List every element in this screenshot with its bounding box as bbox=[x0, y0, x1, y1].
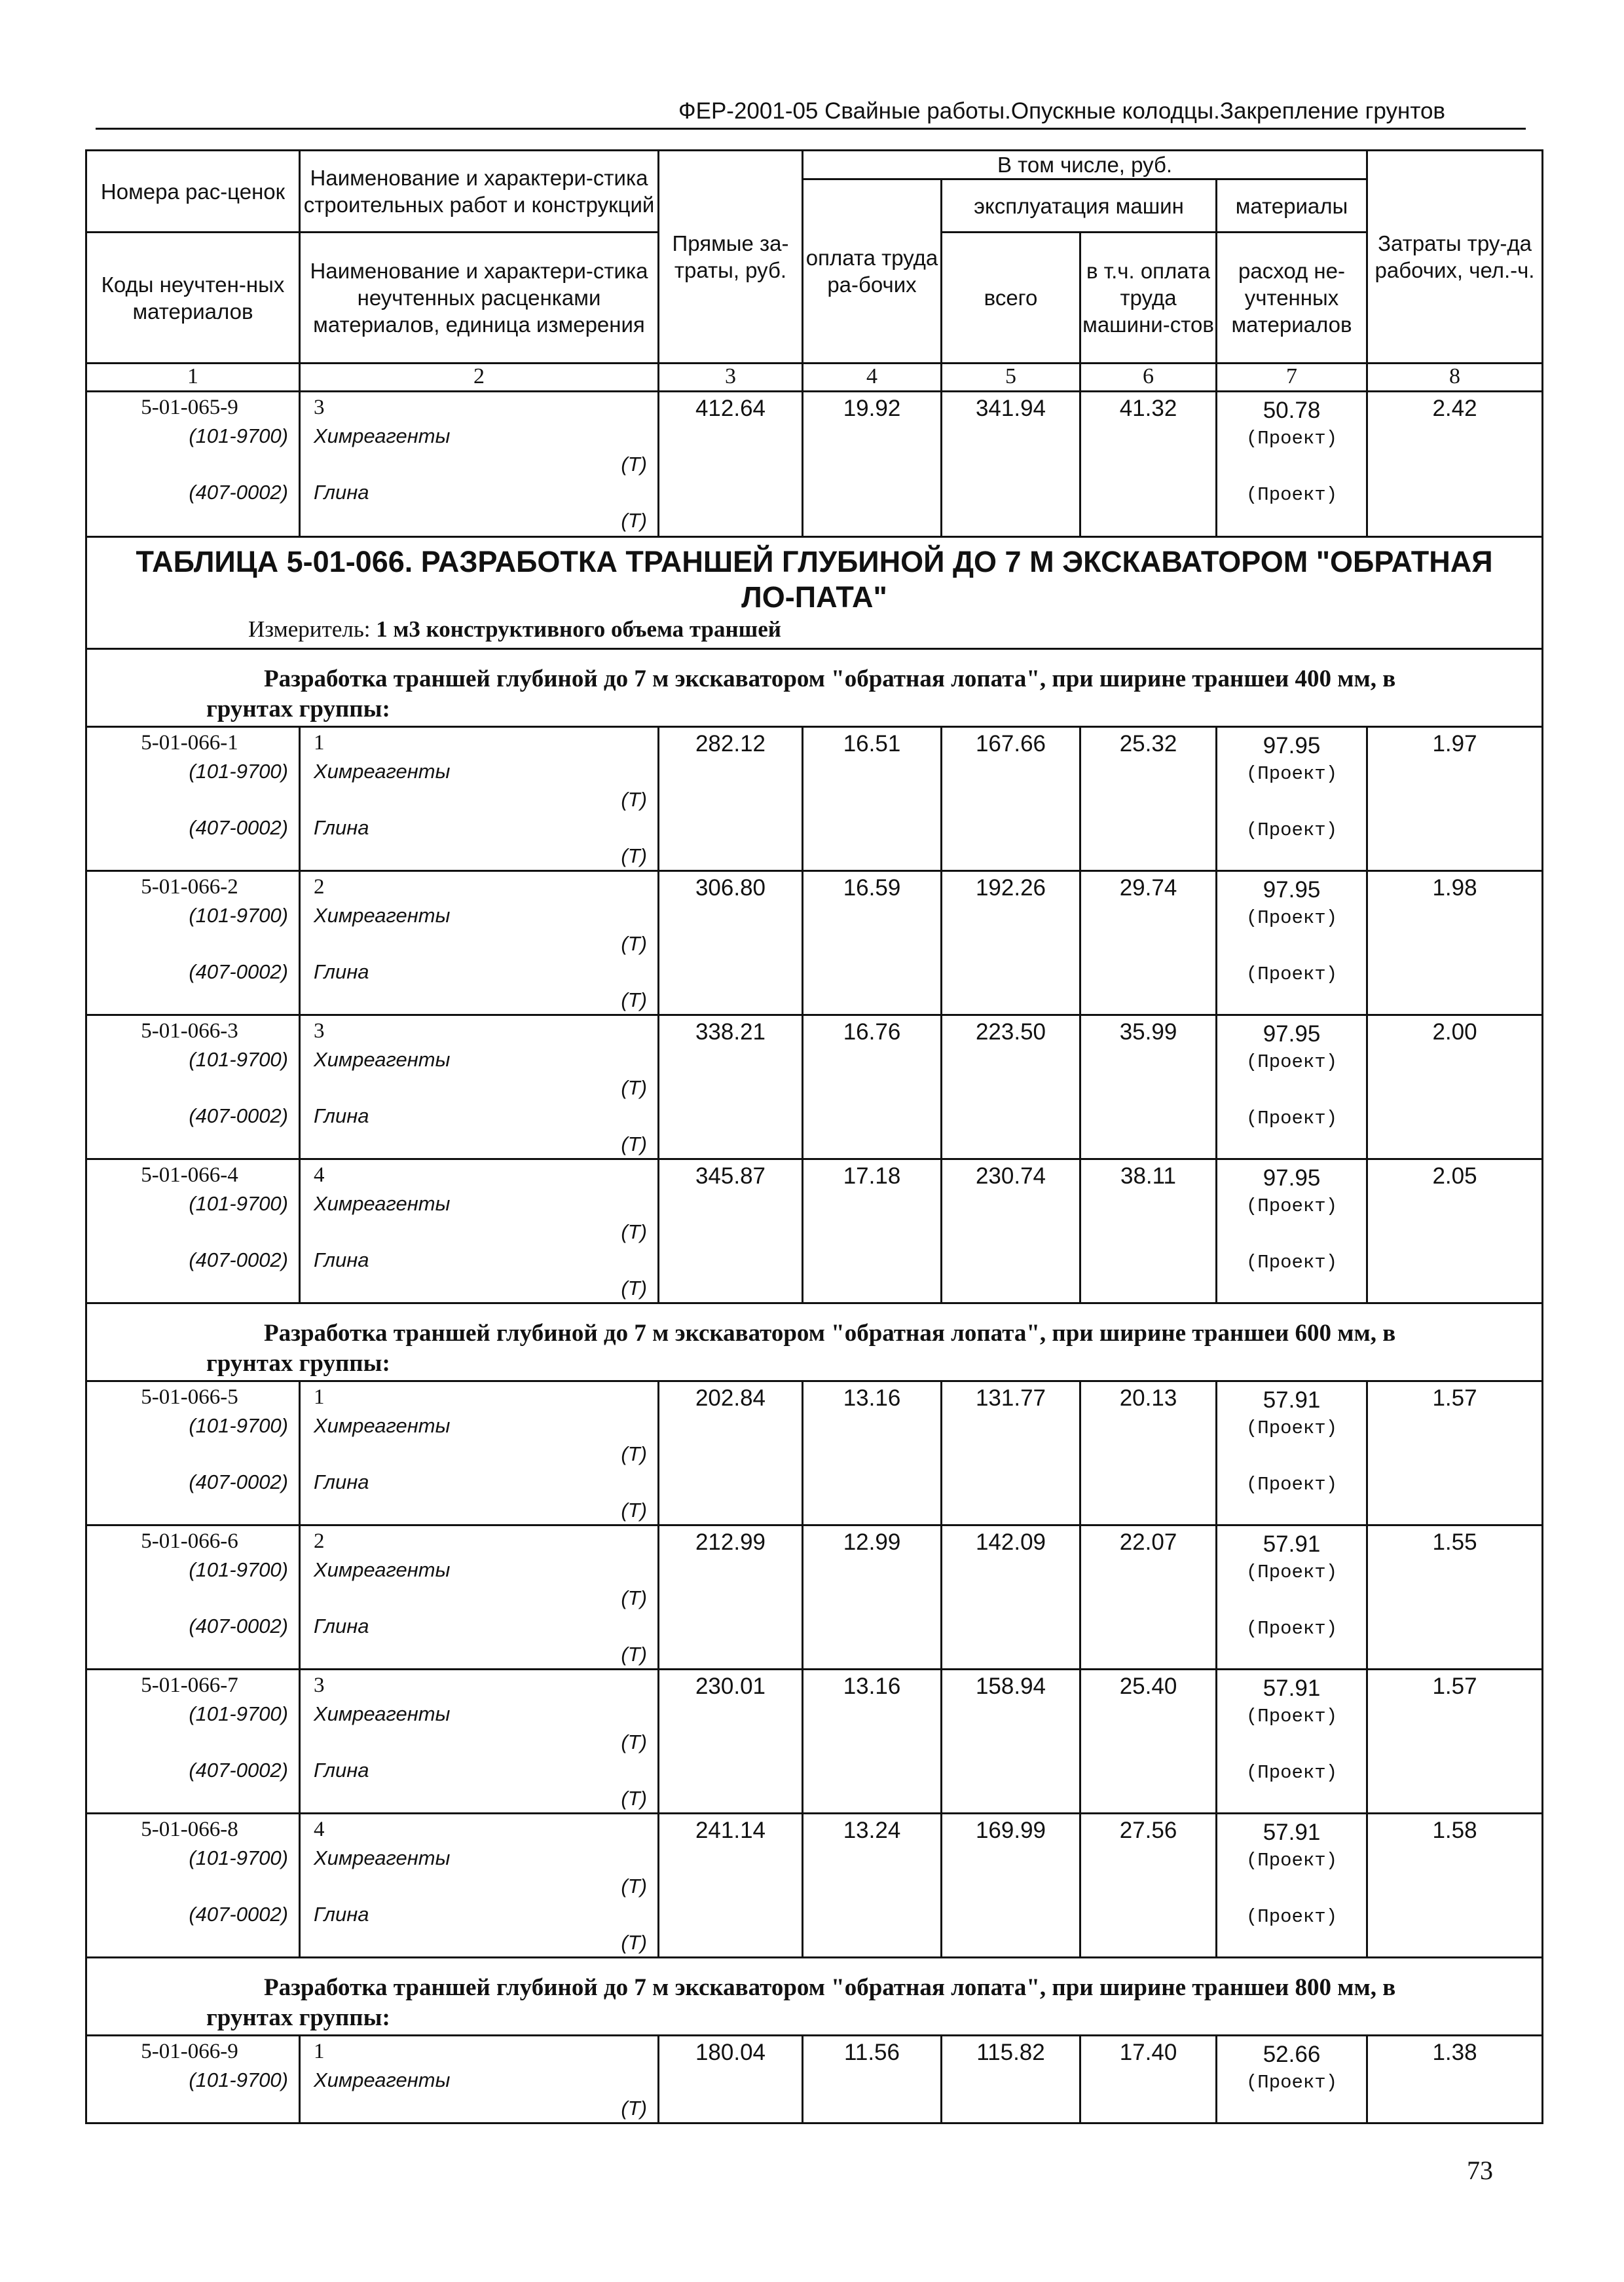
header-rule bbox=[96, 128, 1526, 130]
item-number: 2 bbox=[314, 1529, 325, 1553]
direct-costs-value: 412.64 bbox=[659, 392, 803, 537]
t-mark: (Т) bbox=[621, 1730, 647, 1753]
t-mark: (Т) bbox=[621, 788, 647, 811]
column-number: 3 bbox=[659, 364, 803, 392]
machinists-value: 35.99 bbox=[1080, 1015, 1217, 1159]
header-machines-total: всего bbox=[942, 233, 1080, 364]
rate-code: 5-01-066-1 bbox=[141, 731, 238, 755]
material-code: (407-0002) bbox=[189, 1104, 288, 1127]
unit-line bbox=[100, 615, 1528, 644]
direct-costs-value: 230.01 bbox=[659, 1670, 803, 1814]
column-number: 5 bbox=[942, 364, 1080, 392]
direct-costs-value: 241.14 bbox=[659, 1814, 803, 1958]
direct-costs-value: 180.04 bbox=[659, 2036, 803, 2123]
direct-costs-value: 212.99 bbox=[659, 1525, 803, 1670]
page-number: 73 bbox=[1467, 2156, 1493, 2185]
project-note: (Проект) bbox=[1246, 1706, 1338, 1727]
wages-value: 13.24 bbox=[803, 1814, 942, 1958]
header-materials-consumption: расход не-учтенных материалов bbox=[1217, 233, 1367, 364]
t-mark: (Т) bbox=[621, 509, 647, 532]
table-row bbox=[86, 1159, 1543, 1303]
rate-code: 5-01-066-2 bbox=[141, 875, 238, 899]
item-number: 3 bbox=[314, 396, 325, 419]
machines-value: 167.66 bbox=[942, 727, 1080, 871]
t-mark: (Т) bbox=[621, 932, 647, 955]
labor-value: 1.57 bbox=[1367, 1670, 1543, 1814]
direct-costs-value: 202.84 bbox=[659, 1381, 803, 1525]
material-code: (407-0002) bbox=[189, 960, 288, 983]
material-code: (101-9700) bbox=[189, 424, 288, 447]
t-mark: (Т) bbox=[621, 988, 647, 1011]
table-row bbox=[86, 871, 1543, 1015]
rate-code: 5-01-066-7 bbox=[141, 1674, 238, 1697]
column-number: 1 bbox=[86, 364, 300, 392]
material-code: (101-9700) bbox=[189, 1192, 288, 1215]
labor-value: 2.42 bbox=[1367, 392, 1543, 537]
item-number: 3 bbox=[314, 1019, 325, 1043]
t-mark: (Т) bbox=[621, 1586, 647, 1609]
table-row bbox=[86, 2036, 1543, 2123]
project-note: (Проект) bbox=[1246, 1051, 1338, 1073]
table-row bbox=[86, 1015, 1543, 1159]
item-number: 4 bbox=[314, 1163, 325, 1187]
rate-code: 5-01-066-4 bbox=[141, 1163, 238, 1187]
machinists-value: 29.74 bbox=[1080, 871, 1217, 1015]
t-mark: (Т) bbox=[621, 1875, 647, 1898]
labor-value: 1.38 bbox=[1367, 2036, 1543, 2123]
materials-value: 57.91 bbox=[1263, 1387, 1321, 1413]
project-note: (Проект) bbox=[1246, 763, 1338, 785]
project-note: (Проект) bbox=[1246, 484, 1338, 506]
machinists-value: 25.32 bbox=[1080, 727, 1217, 871]
header-machinists-wages: в т.ч. оплата труда машини-стов bbox=[1080, 233, 1217, 364]
t-mark: (Т) bbox=[621, 1787, 647, 1810]
materials-value: 57.91 bbox=[1263, 1820, 1321, 1845]
wages-value: 12.99 bbox=[803, 1525, 942, 1670]
machines-value: 230.74 bbox=[942, 1159, 1080, 1303]
project-note: (Проект) bbox=[1246, 1108, 1338, 1129]
wages-value: 13.16 bbox=[803, 1381, 942, 1525]
material-code: (101-9700) bbox=[189, 2068, 288, 2091]
project-note: (Проект) bbox=[1246, 1762, 1338, 1784]
table-row bbox=[86, 1670, 1543, 1814]
table-row bbox=[86, 1381, 1543, 1525]
materials-value: 97.95 bbox=[1263, 733, 1321, 758]
header-wages: оплата труда ра-бочих bbox=[803, 179, 942, 364]
material-code: (407-0002) bbox=[189, 1248, 288, 1271]
table-title: ТАБЛИЦА 5-01-066. РАЗРАБОТКА ТРАНШЕЙ ГЛУБИНОЙ ДО 7 М ЭКСКАВАТОРОМ "ОБРАТНАЯ ЛО-ПАТА" bbox=[136, 545, 1493, 614]
machines-value: 169.99 bbox=[942, 1814, 1080, 1958]
t-mark: (Т) bbox=[621, 1442, 647, 1465]
rate-code: 5-01-066-5 bbox=[141, 1385, 238, 1409]
subsection-heading bbox=[86, 649, 1543, 727]
wages-value: 19.92 bbox=[803, 392, 942, 537]
material-name: Глина bbox=[314, 1903, 369, 1926]
machinists-value: 38.11 bbox=[1080, 1159, 1217, 1303]
material-name: Глина bbox=[314, 816, 369, 839]
labor-value: 1.98 bbox=[1367, 871, 1543, 1015]
wages-value: 17.18 bbox=[803, 1159, 942, 1303]
header-including: В том числе, руб. bbox=[803, 151, 1367, 179]
material-code: (407-0002) bbox=[189, 481, 288, 504]
wages-value: 16.76 bbox=[803, 1015, 942, 1159]
header-direct-costs: Прямые за-траты, руб. bbox=[659, 151, 803, 364]
direct-costs-value: 282.12 bbox=[659, 727, 803, 871]
material-code: (101-9700) bbox=[189, 1702, 288, 1725]
material-name: Глина bbox=[314, 1248, 369, 1271]
t-mark: (Т) bbox=[621, 844, 647, 867]
material-code: (407-0002) bbox=[189, 1615, 288, 1637]
rate-code: 5-01-066-8 bbox=[141, 1818, 238, 1841]
wages-value: 16.51 bbox=[803, 727, 942, 871]
header-machine-operation: эксплуатация машин bbox=[942, 179, 1217, 233]
running-header: ФЕР-2001-05 Свайные работы.Опускные колодцы.Закрепление грунтов bbox=[678, 98, 1446, 124]
machines-value: 131.77 bbox=[942, 1381, 1080, 1525]
project-note: (Проект) bbox=[1246, 1417, 1338, 1439]
table-row bbox=[86, 392, 1543, 537]
project-note: (Проект) bbox=[1246, 1252, 1338, 1273]
material-name: Химреагенты bbox=[314, 1558, 451, 1581]
column-number: 2 bbox=[300, 364, 659, 392]
machines-value: 223.50 bbox=[942, 1015, 1080, 1159]
machines-value: 142.09 bbox=[942, 1525, 1080, 1670]
item-number: 3 bbox=[314, 1674, 325, 1697]
material-code: (101-9700) bbox=[189, 1558, 288, 1581]
rate-code: 5-01-066-9 bbox=[141, 2040, 238, 2063]
material-code: (101-9700) bbox=[189, 904, 288, 927]
materials-value: 57.91 bbox=[1263, 1531, 1321, 1557]
material-name: Химреагенты bbox=[314, 904, 451, 927]
table-row bbox=[86, 1814, 1543, 1958]
materials-value: 50.78 bbox=[1263, 398, 1321, 423]
table-row bbox=[86, 727, 1543, 871]
material-name: Глина bbox=[314, 1759, 369, 1782]
machinists-value: 17.40 bbox=[1080, 2036, 1217, 2123]
material-name: Глина bbox=[314, 1470, 369, 1493]
project-note: (Проект) bbox=[1246, 963, 1338, 985]
rate-code: 5-01-065-9 bbox=[141, 396, 238, 419]
material-code: (407-0002) bbox=[189, 1759, 288, 1782]
material-name: Химреагенты bbox=[314, 1702, 451, 1725]
project-note: (Проект) bbox=[1246, 819, 1338, 841]
rate-code: 5-01-066-6 bbox=[141, 1529, 238, 1553]
machinists-value: 41.32 bbox=[1080, 392, 1217, 537]
labor-value: 2.00 bbox=[1367, 1015, 1543, 1159]
material-name: Глина bbox=[314, 1104, 369, 1127]
t-mark: (Т) bbox=[621, 453, 647, 476]
materials-value: 97.95 bbox=[1263, 877, 1321, 903]
material-code: (101-9700) bbox=[189, 1846, 288, 1869]
subsection-line: грунтах группы: bbox=[206, 1350, 390, 1377]
item-number: 1 bbox=[314, 731, 325, 755]
material-name: Химреагенты bbox=[314, 424, 451, 447]
project-note: (Проект) bbox=[1246, 428, 1338, 449]
t-mark: (Т) bbox=[621, 2097, 647, 2120]
header-name-top: Наименование и характери-стика строительных работ и конструкций bbox=[300, 151, 659, 233]
material-code: (407-0002) bbox=[189, 1903, 288, 1926]
material-name: Глина bbox=[314, 1615, 369, 1637]
wages-value: 16.59 bbox=[803, 871, 942, 1015]
t-mark: (Т) bbox=[621, 1643, 647, 1666]
machines-value: 192.26 bbox=[942, 871, 1080, 1015]
material-code: (407-0002) bbox=[189, 816, 288, 839]
item-number: 1 bbox=[314, 1385, 325, 1409]
project-note: (Проект) bbox=[1246, 907, 1338, 929]
materials-value: 52.66 bbox=[1263, 2042, 1321, 2067]
material-code: (101-9700) bbox=[189, 1048, 288, 1071]
price-table bbox=[85, 149, 1543, 2124]
project-note: (Проект) bbox=[1246, 1195, 1338, 1217]
t-mark: (Т) bbox=[621, 1277, 647, 1300]
labor-value: 1.57 bbox=[1367, 1381, 1543, 1525]
table-title-block bbox=[86, 537, 1543, 649]
table-row bbox=[86, 1525, 1543, 1670]
subsection-line: грунтах группы: bbox=[206, 2004, 390, 2031]
material-name: Химреагенты bbox=[314, 2068, 451, 2091]
material-name: Глина bbox=[314, 481, 369, 504]
column-number: 6 bbox=[1080, 364, 1217, 392]
direct-costs-value: 338.21 bbox=[659, 1015, 803, 1159]
project-note: (Проект) bbox=[1246, 1562, 1338, 1583]
header-codes-bottom: Коды неучтен-ных материалов bbox=[86, 233, 300, 364]
subsection-line: Разработка траншей глубиной до 7 м экскаватором "обратная лопата", при ширине траншеи 400 мм, в bbox=[264, 665, 1396, 692]
column-number-row bbox=[86, 364, 1543, 392]
subsection-heading bbox=[86, 1958, 1543, 2036]
machinists-value: 22.07 bbox=[1080, 1525, 1217, 1670]
t-mark: (Т) bbox=[621, 1499, 647, 1522]
direct-costs-value: 306.80 bbox=[659, 871, 803, 1015]
t-mark: (Т) bbox=[621, 1931, 647, 1954]
material-name: Химреагенты bbox=[314, 1846, 451, 1869]
header-name-bottom: Наименование и характери-стика неучтенных расценками материалов, единица измерения bbox=[300, 233, 659, 364]
column-number: 7 bbox=[1217, 364, 1367, 392]
machines-value: 341.94 bbox=[942, 392, 1080, 537]
project-note: (Проект) bbox=[1246, 1906, 1338, 1928]
machinists-value: 20.13 bbox=[1080, 1381, 1217, 1525]
machines-value: 158.94 bbox=[942, 1670, 1080, 1814]
material-name: Глина bbox=[314, 960, 369, 983]
column-number: 4 bbox=[803, 364, 942, 392]
machinists-value: 27.56 bbox=[1080, 1814, 1217, 1958]
materials-value: 97.95 bbox=[1263, 1165, 1321, 1191]
material-name: Химреагенты bbox=[314, 760, 451, 783]
wages-value: 11.56 bbox=[803, 2036, 942, 2123]
machinists-value: 25.40 bbox=[1080, 1670, 1217, 1814]
machines-value: 115.82 bbox=[942, 2036, 1080, 2123]
header-materials: материалы bbox=[1217, 179, 1367, 233]
materials-value: 57.91 bbox=[1263, 1675, 1321, 1701]
column-number: 8 bbox=[1367, 364, 1543, 392]
subsection-heading bbox=[86, 1303, 1543, 1381]
material-code: (101-9700) bbox=[189, 760, 288, 783]
rate-code: 5-01-066-3 bbox=[141, 1019, 238, 1043]
unit-label: Измеритель: bbox=[248, 616, 371, 642]
material-name: Химреагенты bbox=[314, 1414, 451, 1437]
t-mark: (Т) bbox=[621, 1132, 647, 1155]
direct-costs-value: 345.87 bbox=[659, 1159, 803, 1303]
t-mark: (Т) bbox=[621, 1076, 647, 1099]
header-labor-costs: Затраты тру-да рабочих, чел.-ч. bbox=[1367, 151, 1543, 364]
wages-value: 13.16 bbox=[803, 1670, 942, 1814]
item-number: 1 bbox=[314, 2040, 325, 2063]
unit-value: 1 м3 конструктивного объема траншей bbox=[376, 616, 781, 642]
material-code: (407-0002) bbox=[189, 1470, 288, 1493]
labor-value: 1.55 bbox=[1367, 1525, 1543, 1670]
labor-value: 2.05 bbox=[1367, 1159, 1543, 1303]
material-code: (101-9700) bbox=[189, 1414, 288, 1437]
project-note: (Проект) bbox=[1246, 1850, 1338, 1871]
labor-value: 1.97 bbox=[1367, 727, 1543, 871]
project-note: (Проект) bbox=[1246, 1618, 1338, 1639]
t-mark: (Т) bbox=[621, 1220, 647, 1243]
header-codes-top: Номера рас-ценок bbox=[86, 151, 300, 233]
material-name: Химреагенты bbox=[314, 1192, 451, 1215]
item-number: 2 bbox=[314, 875, 325, 899]
labor-value: 1.58 bbox=[1367, 1814, 1543, 1958]
item-number: 4 bbox=[314, 1818, 325, 1841]
subsection-line: грунтах группы: bbox=[206, 696, 390, 722]
project-note: (Проект) bbox=[1246, 2072, 1338, 2093]
subsection-line: Разработка траншей глубиной до 7 м экскаватором "обратная лопата", при ширине траншеи 800 мм, в bbox=[264, 1974, 1396, 2001]
material-name: Химреагенты bbox=[314, 1048, 451, 1071]
project-note: (Проект) bbox=[1246, 1474, 1338, 1495]
subsection-line: Разработка траншей глубиной до 7 м экскаватором "обратная лопата", при ширине траншеи 600 мм, в bbox=[264, 1320, 1396, 1347]
materials-value: 97.95 bbox=[1263, 1021, 1321, 1047]
